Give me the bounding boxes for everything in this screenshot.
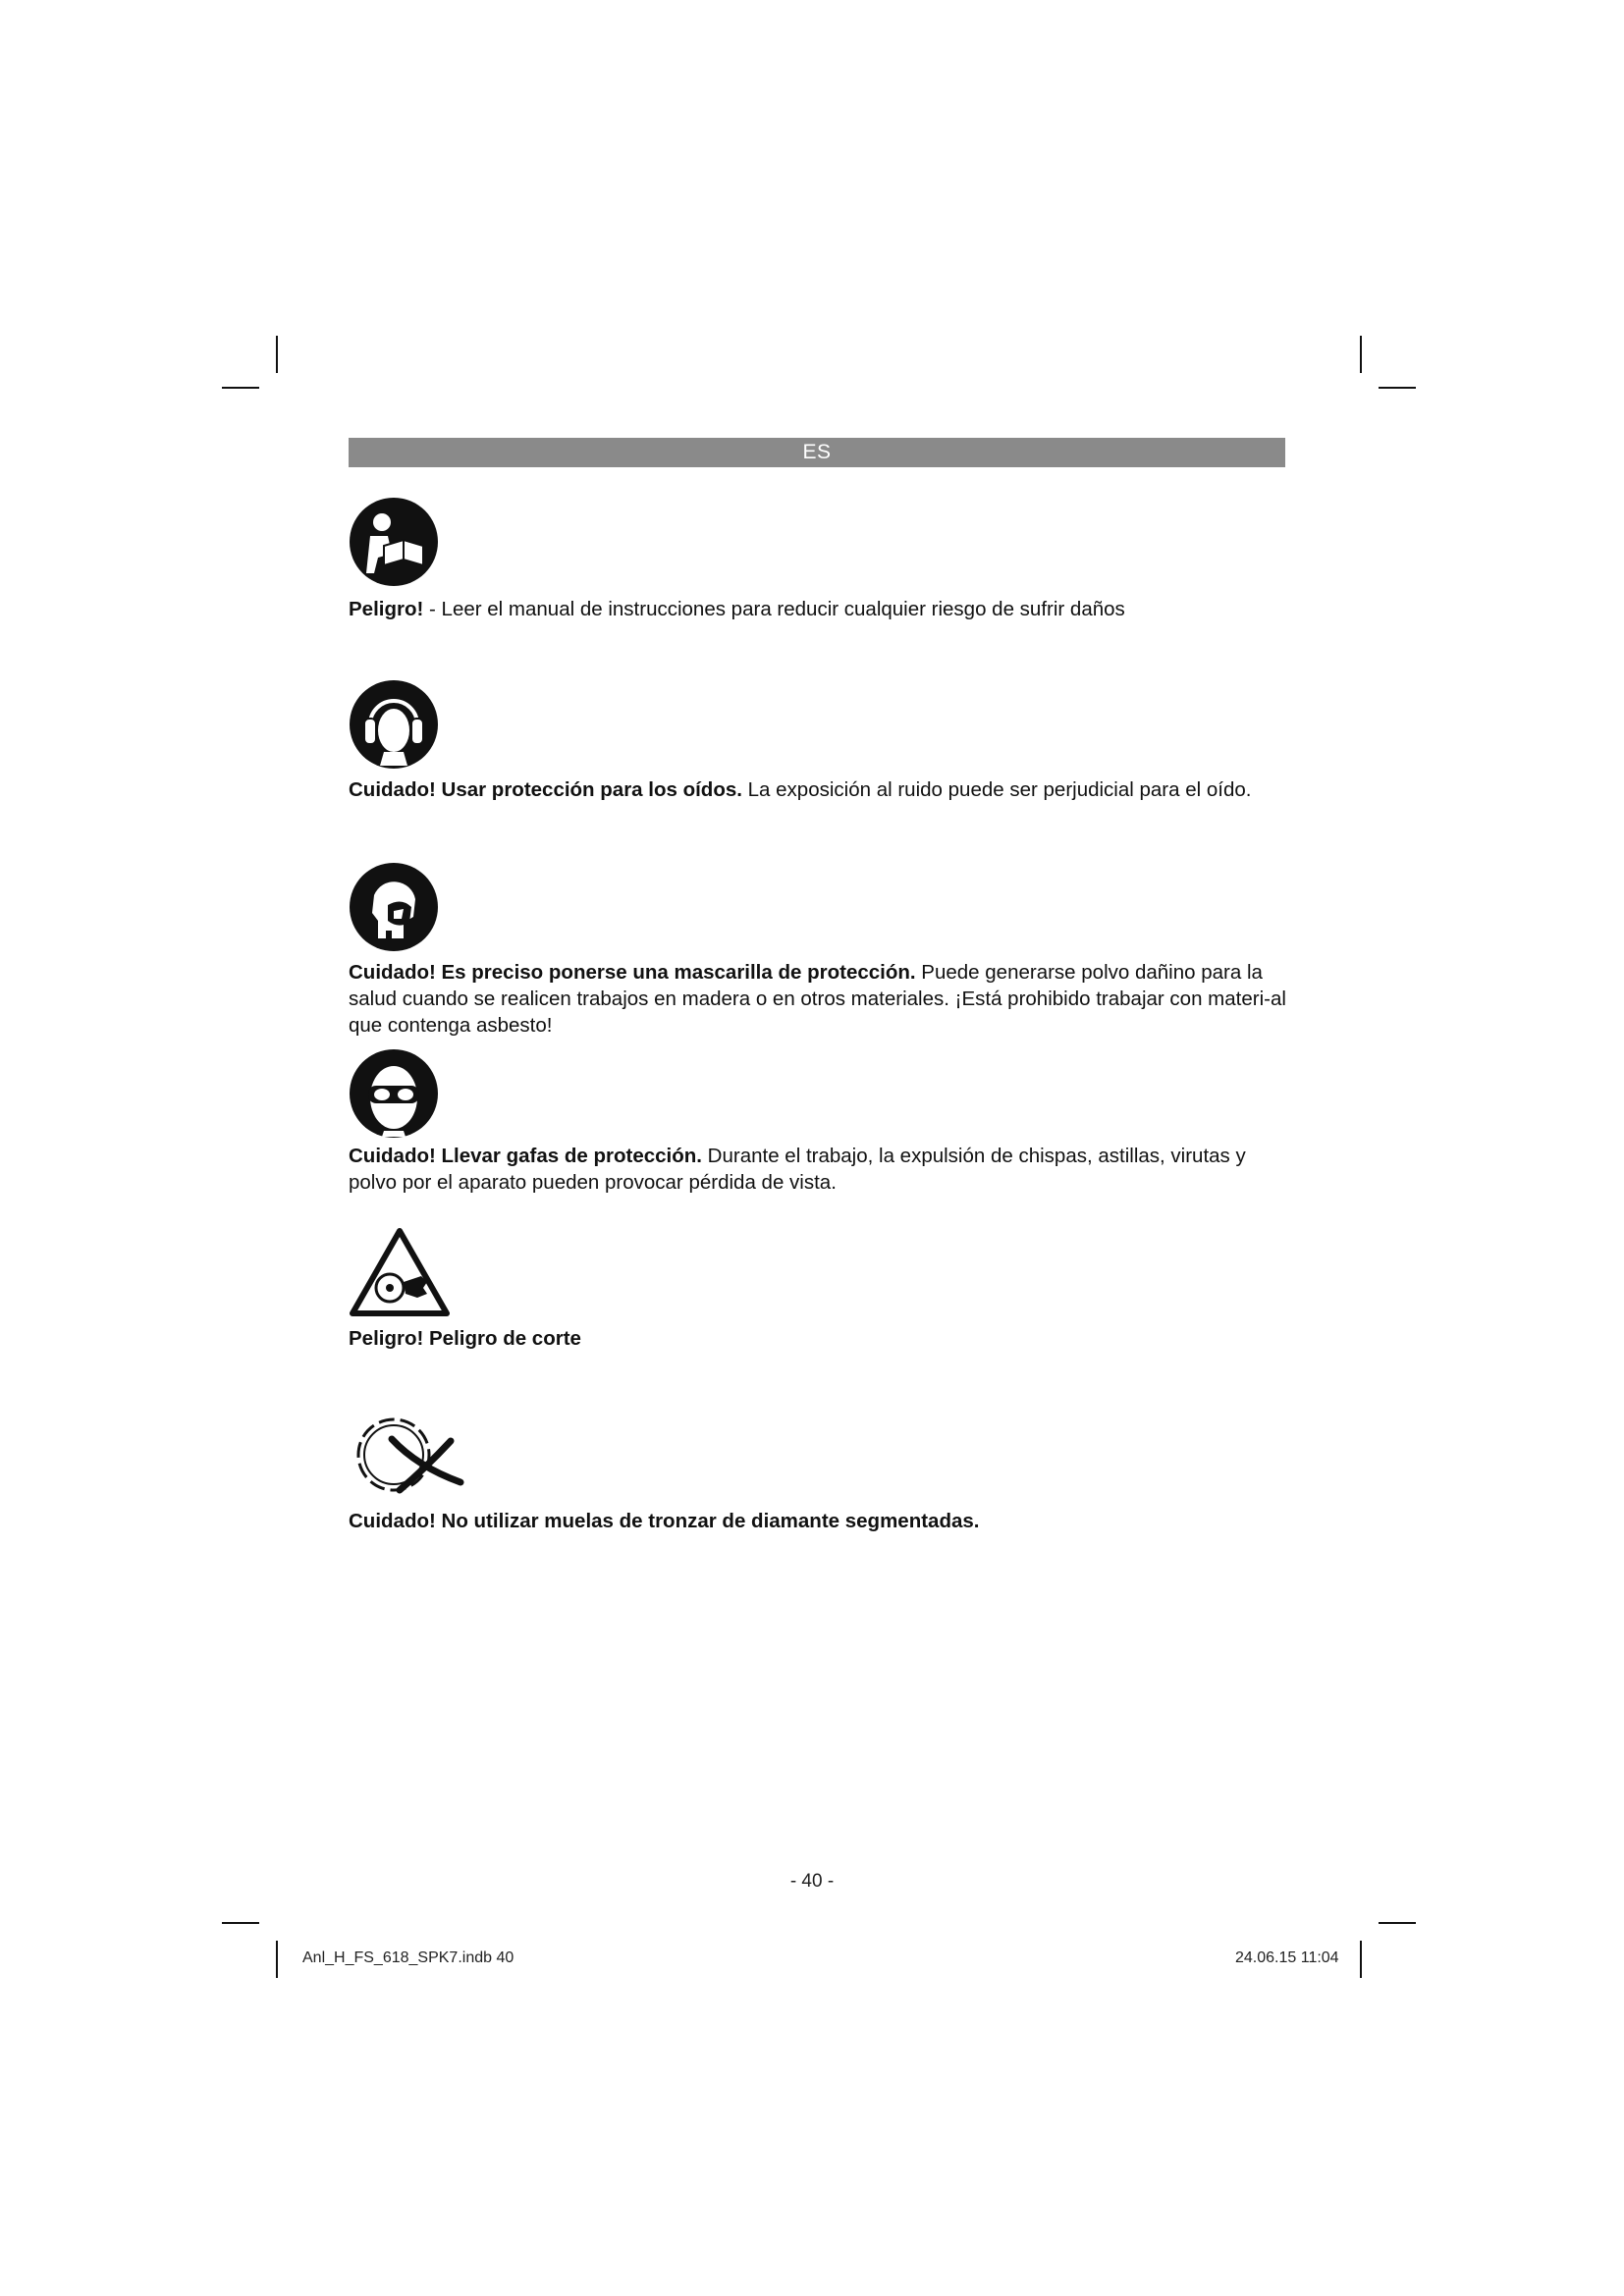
warning-title: Peligro! [349, 598, 424, 620]
crop-mark [276, 336, 278, 373]
read-manual-icon [349, 497, 439, 587]
crop-mark [1379, 1922, 1416, 1924]
crop-mark [1360, 336, 1362, 373]
cutting-hazard-icon [349, 1227, 451, 1317]
warning-no-segmented-disc [349, 1508, 1287, 1534]
ear-protection-icon [349, 679, 439, 770]
warning-title: Cuidado! Usar protección para los oídos. [349, 778, 742, 801]
warning-ear-protection [349, 776, 1287, 803]
warning-body: Durante el trabajo, la expulsión de chispas, astillas, virutas y polvo por el aparato pueden provocar pérdida de vista. [349, 1145, 1246, 1194]
crop-mark [1379, 387, 1416, 389]
print-timestamp: 24.06.15 11:04 [1235, 1949, 1339, 1966]
crop-mark [222, 387, 259, 389]
warning-body: La exposición al ruido puede ser perjudicial para el oído. [741, 778, 1252, 801]
crop-mark [1360, 1941, 1362, 1978]
warning-title: Cuidado! Es preciso ponerse una mascarilla de protección. [349, 961, 916, 984]
warning-title: Peligro! Peligro de corte [349, 1327, 581, 1350]
file-name: Anl_H_FS_618_SPK7.indb 40 [302, 1949, 514, 1966]
warning-title: Cuidado! No utilizar muelas de tronzar de diamante segmentadas. [349, 1510, 980, 1532]
page-number: - 40 - [789, 1871, 835, 1892]
warning-body: - Leer el manual de instrucciones para reducir cualquier riesgo de sufrir daños [423, 598, 1125, 620]
warning-read-manual [349, 596, 1287, 622]
warning-body: Puede generarse polvo dañino para la salud cuando se realicen trabajos en madera o en otros materiales. ¡Está prohibido trabajar con materi-al que contenga asbesto! [349, 961, 1286, 1037]
warning-safety-goggles [349, 1143, 1287, 1196]
no-segmented-disc-icon [349, 1412, 466, 1500]
language-header: ES [349, 438, 1285, 467]
warning-dust-mask [349, 959, 1287, 1039]
warning-title: Cuidado! Llevar gafas de protección. [349, 1145, 702, 1167]
crop-mark [222, 1922, 259, 1924]
crop-mark [276, 1941, 278, 1978]
dust-mask-icon [349, 862, 439, 952]
safety-goggles-icon [349, 1048, 439, 1139]
warning-cutting-hazard [349, 1325, 1287, 1352]
